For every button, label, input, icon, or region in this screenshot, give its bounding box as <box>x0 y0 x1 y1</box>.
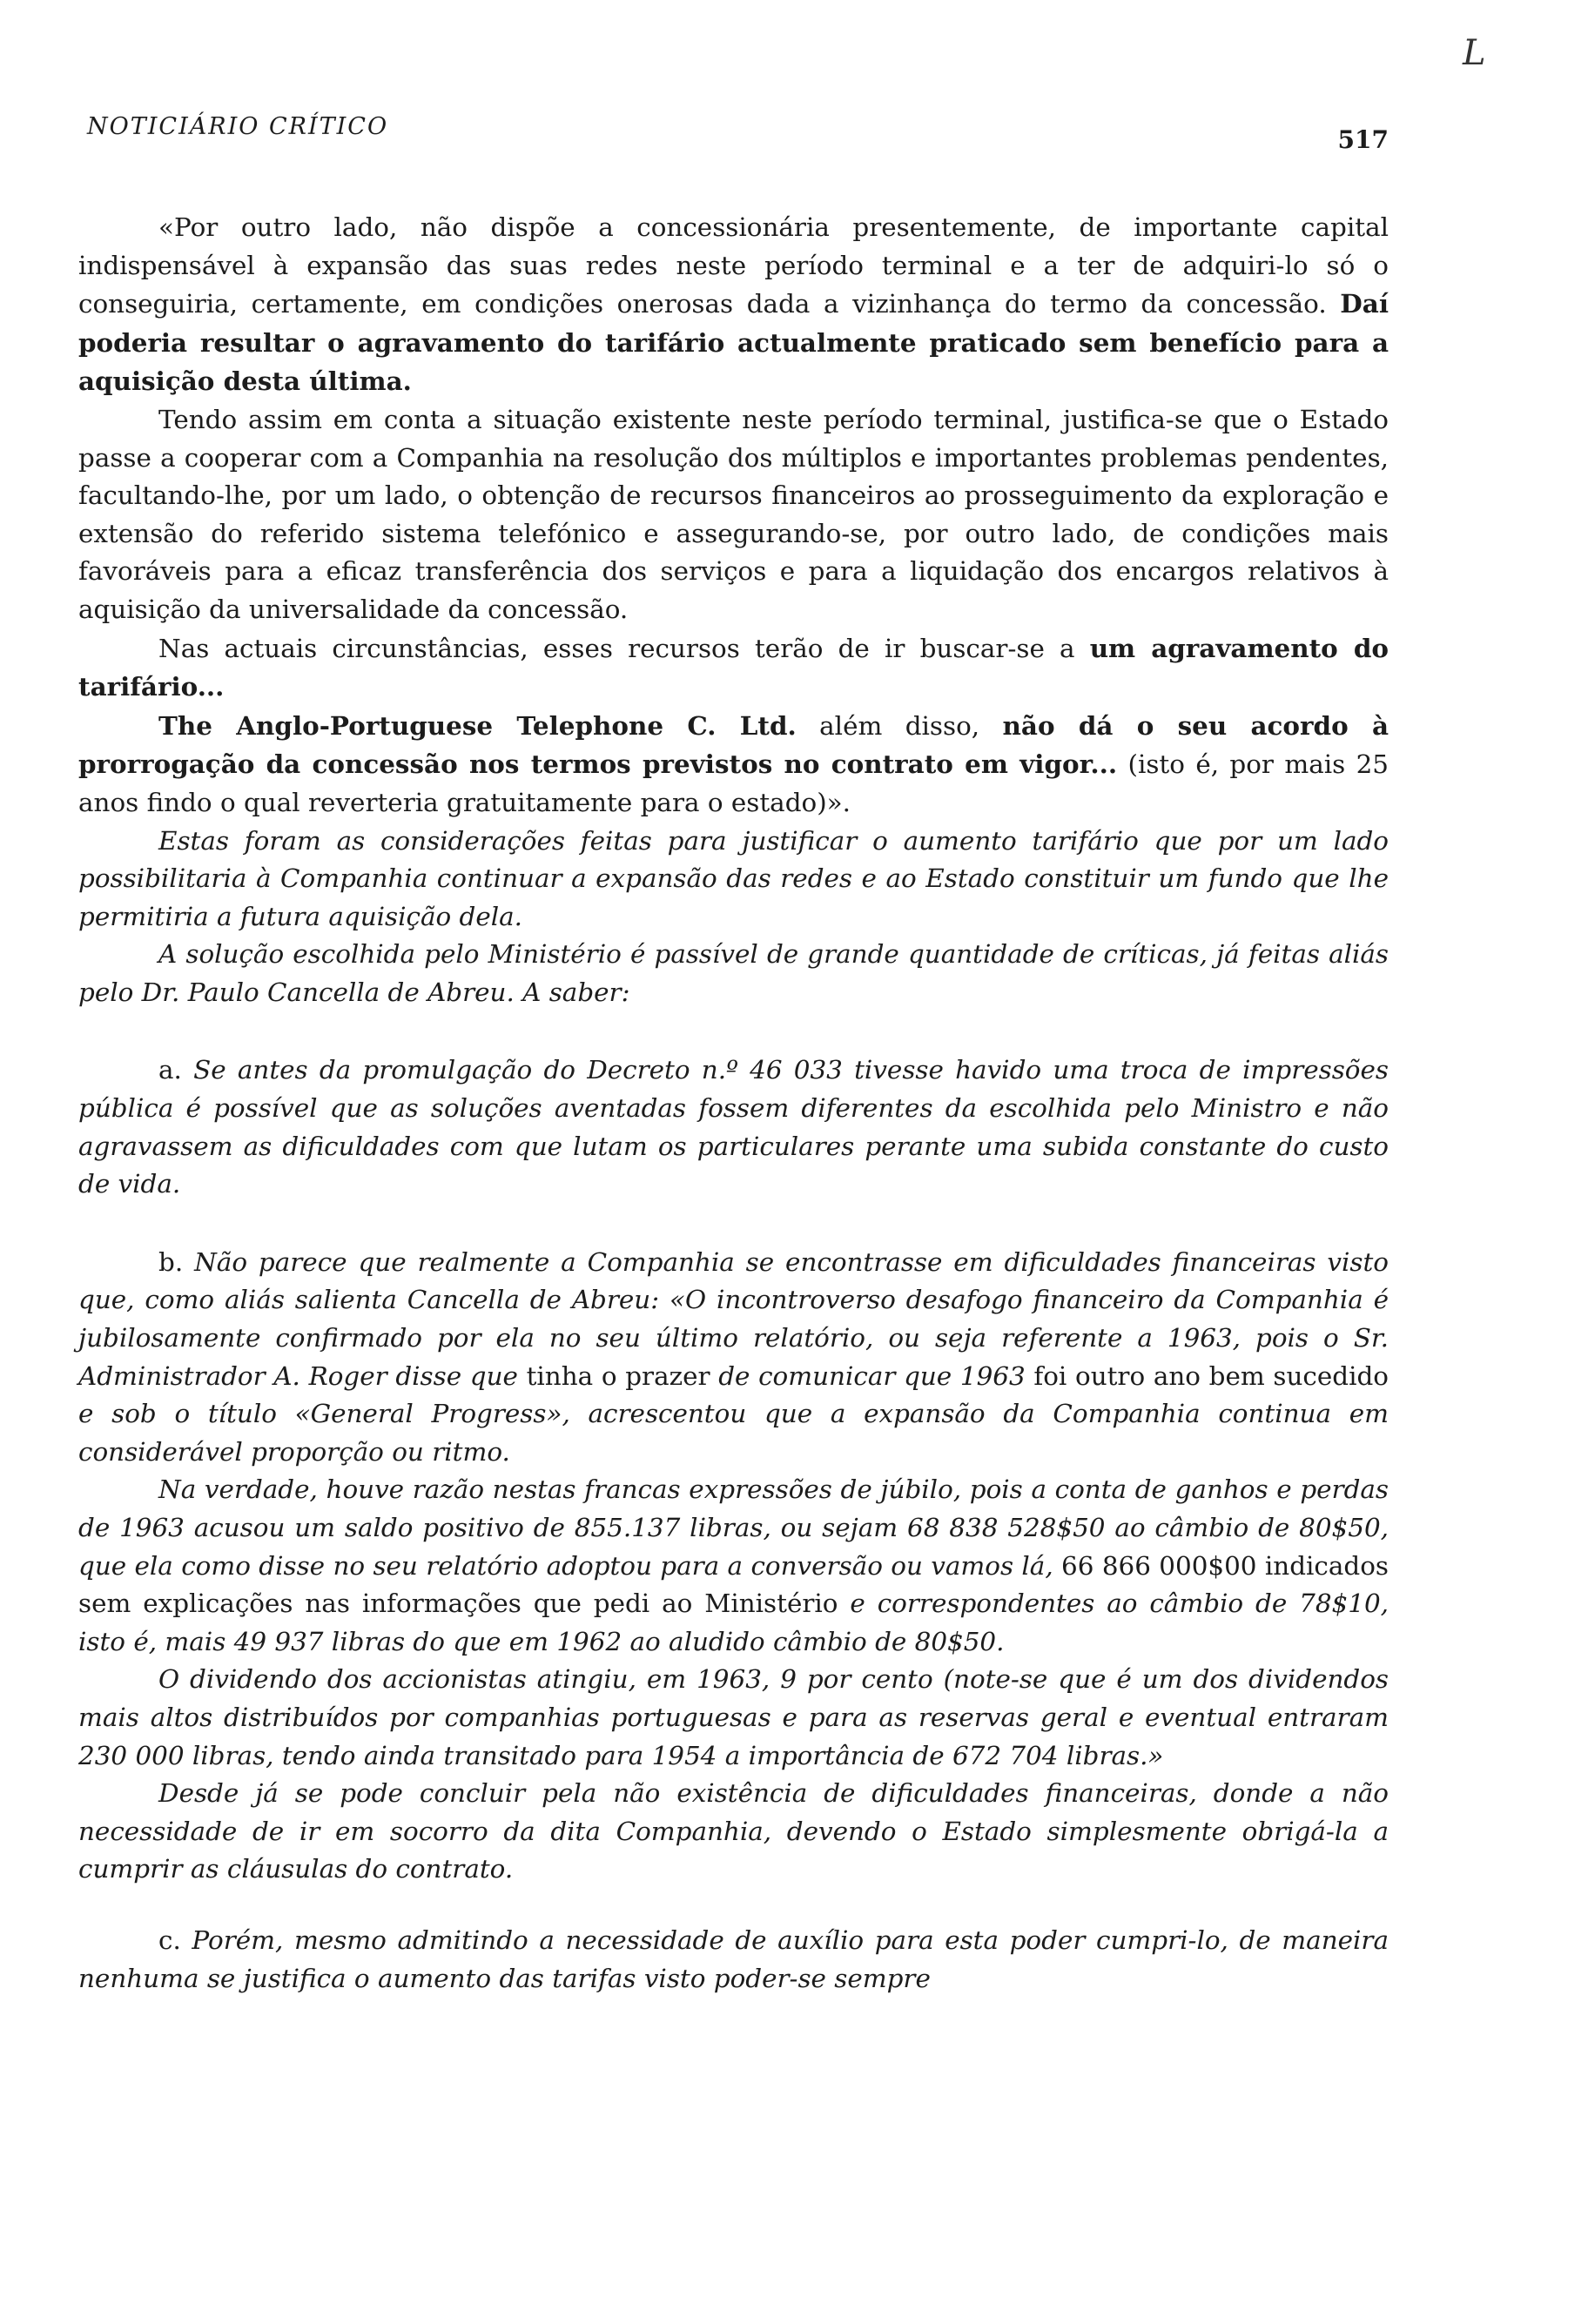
running-title: NOTICIÁRIO CRÍTICO <box>87 113 389 140</box>
text-run-bold: The Anglo-Portuguese Telephone C. Ltd. <box>158 709 797 741</box>
text-run-italic: e correspondentes ao câmbio de 78$10, isto é, mais 49 937 libras do que em 1962 ao aludido câmbio de 80$50. <box>78 1589 1389 1656</box>
paragraph-considerations: Estas foram as considerações feitas para justificar o aumento tarifário que por um lado possibilitaria à Companhia continuar a expansão das redes e ao Estado constituir um fundo que lhe permitiria a futura aquisição dela. <box>78 825 1389 931</box>
paragraph-quote-2: Tendo assim em conta a situação existente neste período terminal, justifica-se que o Estado passe a cooperar com a Companhia na resolução dos múltiplos e importantes problemas pendentes, facultando-lhe, por um lado, o obtenção de recursos financeiros ao prosseguimento da exploração e extensão do referido sistema telefónico e assegurando-se, por outro lado, de condições mais favoráveis para a eficaz transferência dos serviços e para a liquidação dos encargos relativos à aquisição da universalidade da concessão. <box>78 404 1389 624</box>
paragraph-quote-4 <box>78 707 1389 823</box>
text-run: Nas actuais circunstâncias, esses recursos terão de ir buscar-se a <box>158 633 1090 663</box>
text-run-bold: não dá o seu acordo à prorrogação da concessão nos termos previstos no contrato em vigor... <box>78 709 1389 780</box>
text-run-italic: e sob o título «General Progress», acrescentou que a expansão da Companhia continua em considerável proporção ou ritmo. <box>78 1399 1389 1467</box>
text-run: tinha o prazer <box>517 1360 719 1391</box>
text-run-bold: Daí poderia resultar o agravamento do tarifário actualmente praticado sem benefício para a aquisição desta última. <box>78 288 1389 397</box>
text-run-italic: Não parece que realmente a Companhia se encontrasse em dificuldades financeiras visto que, como aliás salienta Cancella de Abreu: «O incontroverso desafogo financeiro da Companhia é jubilosamente confirmado por ela no seu último relatório, ou seja referente a 1963, pois o Sr. Administrador A. Roger disse que <box>78 1246 1390 1391</box>
text-run-italic: Na verdade, houve razão nestas francas expressões de júbilo, pois a conta de ganhos e perdas de 1963 acusou um saldo positivo de 855.137 libras, ou sejam 68 838 528$50 ao câmbio de 80$50, que ela como disse no seu relatório adoptou para a conversão ou vamos lá, <box>78 1474 1389 1581</box>
paragraph-quote-1 <box>78 209 1389 401</box>
item-c <box>78 1922 1389 1998</box>
text-run: 66 866 000$00 indicados sem explicações nas informações que pedi ao Ministério <box>78 1550 1389 1619</box>
text-run: além disso, <box>796 710 1003 741</box>
text-run: (isto é, por mais 25 anos findo o qual reverteria gratuitamente para o estado)». <box>78 749 1390 817</box>
page-header <box>87 113 1389 165</box>
item-a <box>78 1051 1389 1203</box>
text-run: foi outro ano bem sucedido <box>1025 1360 1390 1391</box>
paragraph-dividend: O dividendo dos accionistas atingiu, em 1963, 9 por cento (note-se que é um dos dividendos mais altos distribuídos por companhias portuguesas e para as reservas geral e eventual entraram 230 000 libras, tendo ainda transitado para 1954 a importância de 672 704 libras.» <box>78 1664 1389 1770</box>
paragraph-conclusion: Desde já se pode concluir pela não existência de dificuldades financeiras, donde a não necessidade de ir em socorro da dita Companhia, devendo o Estado simplesmente obrigá-la a cumprir as cláusulas do contrato. <box>78 1778 1389 1884</box>
text-run: «Por outro lado, não dispõe a concessionária presentemente, de importante capital indispensável à expansão das suas redes neste período terminal e a ter de adquiri-lo só o conseguiria, certamente, em condições onerosas dada a vizinhança do termo da concessão. <box>78 212 1389 319</box>
text-run-italic: Porém, mesmo admitindo a necessidade de auxílio para esta poder cumpri-lo, de maneira nenhuma se justifica o aumento das tarifas visto poder-se sempre <box>78 1924 1389 1993</box>
handwritten-mark: L <box>1463 33 1486 73</box>
item-b <box>78 1244 1389 1472</box>
paragraph-solution: A solução escolhida pelo Ministério é passível de grande quantidade de críticas, já feitas aliás pelo Dr. Paulo Cancella de Abreu. A saber: <box>78 939 1389 1007</box>
item-label: c. <box>158 1924 192 1955</box>
item-label: b. <box>158 1246 195 1277</box>
text-run-bold: um agravamento do tarifário... <box>78 632 1389 702</box>
text-run-italic: Se antes da promulgação do Decreto n.º 46 033 tivesse havido uma troca de impressões pública é possível que as soluções aventadas fossem diferentes da escolhida pelo Ministro e não agravassem as dificuldades com que lutam os particulares perante uma subida constante do custo de vida. <box>78 1055 1389 1199</box>
paragraph-quote-3 <box>78 629 1389 707</box>
article-body <box>78 209 1389 1998</box>
item-label: a. <box>158 1055 194 1085</box>
paragraph-profits <box>78 1471 1389 1661</box>
text-run-italic: de comunicar que 1963 <box>718 1360 1026 1391</box>
page-number: 517 <box>1337 125 1389 154</box>
